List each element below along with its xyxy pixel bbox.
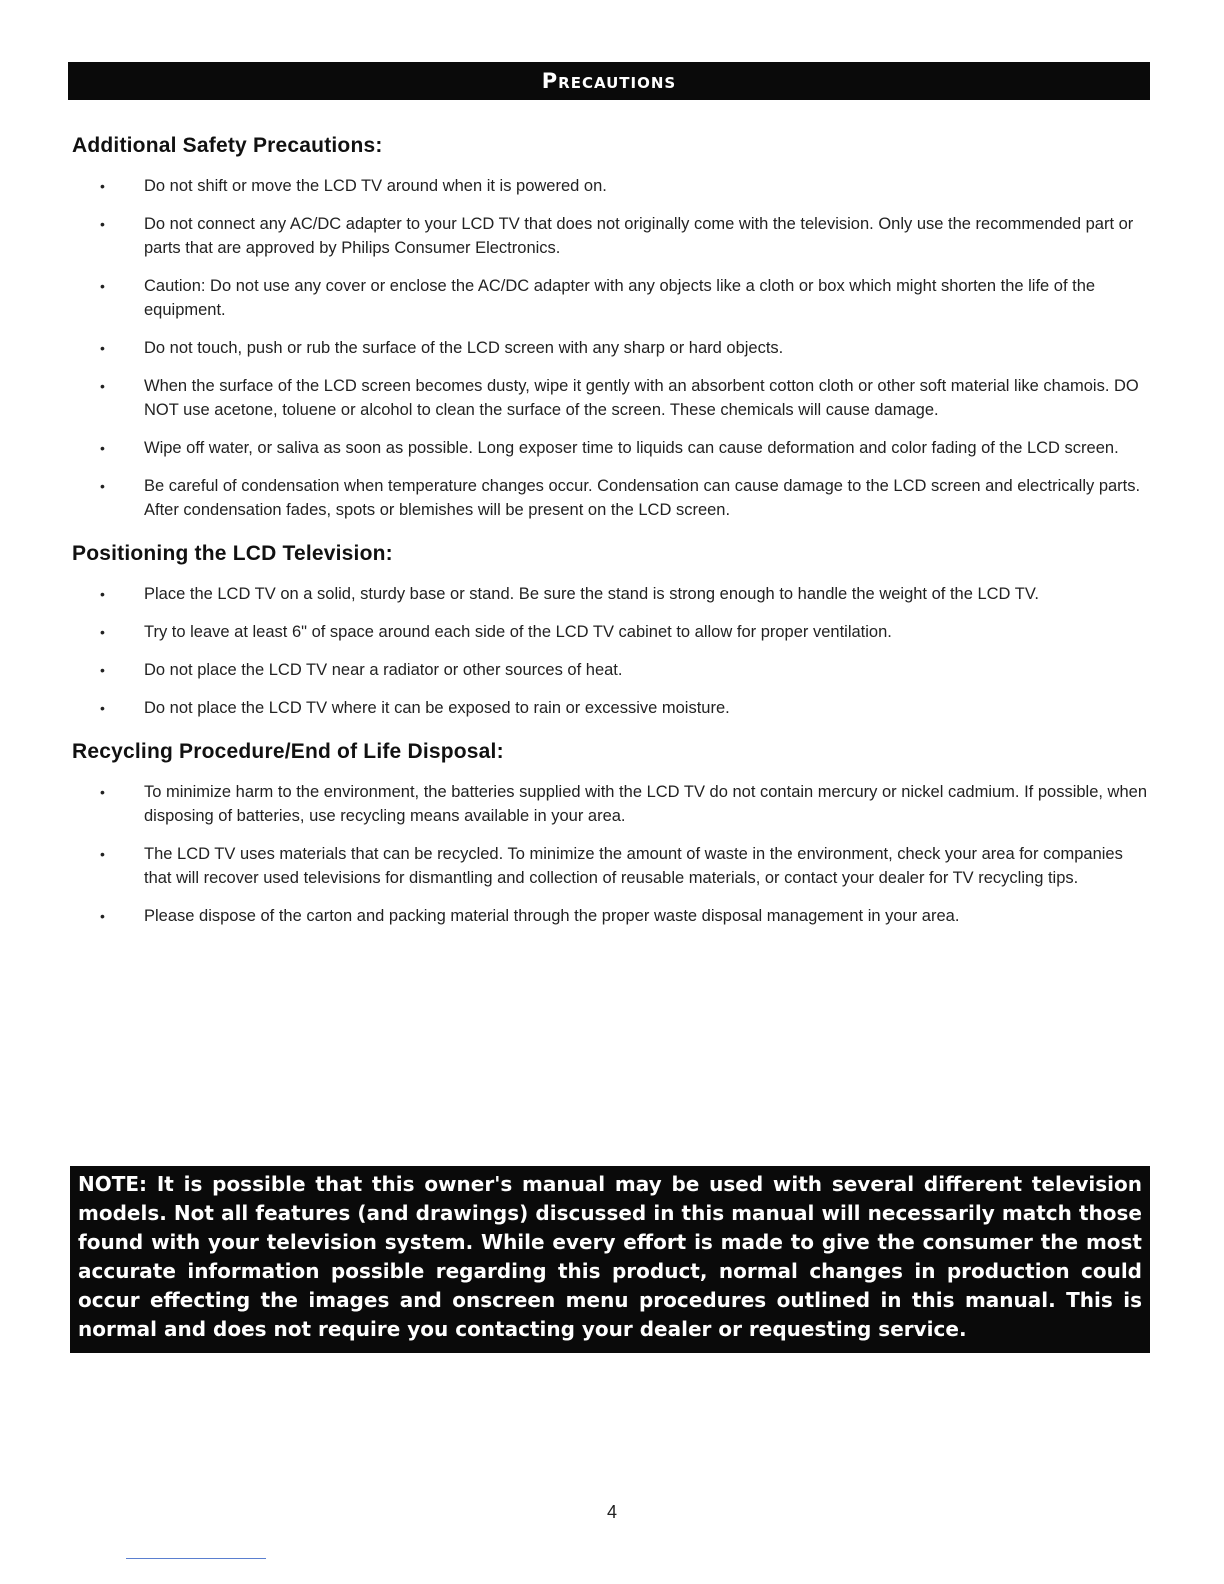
- list-item-text: Place the LCD TV on a solid, sturdy base or stand. Be sure the stand is strong enough to handle the weight of the LCD TV.: [144, 585, 1039, 603]
- bullet-icon: •: [100, 586, 105, 602]
- list-item: [72, 780, 1152, 828]
- list-item: [72, 274, 1152, 322]
- list-item: [72, 842, 1152, 890]
- bullet-icon: •: [100, 440, 105, 456]
- list-item: [72, 620, 1152, 644]
- list-item-text: Caution: Do not use any cover or enclose the AC/DC adapter with any objects like a cloth or box which might shorten the life of the equipment.: [144, 277, 1096, 319]
- page-header-banner: Precautions: [68, 62, 1150, 100]
- list-item-text: Try to leave at least 6" of space around each side of the LCD TV cabinet to allow for proper ventilation.: [144, 623, 892, 641]
- list-item-text: The LCD TV uses materials that can be recycled. To minimize the amount of waste in the environment, check your area for companies that will recover used televisions for dismantling and collection of reusable materials, or contact your dealer for TV recycling tips.: [144, 845, 1123, 887]
- safety-list: [72, 174, 1152, 522]
- bullet-icon: •: [100, 340, 105, 356]
- list-item-text: To minimize harm to the environment, the batteries supplied with the LCD TV do not contain mercury or nickel cadmium. If possible, when disposing of batteries, use recycling means available in your area.: [144, 783, 1147, 825]
- note-box: NOTE: It is possible that this owner's manual may be used with several different television models. Not all features (and drawings) discussed in this manual will necessarily match those found with your television system. While every effort is made to give the consumer the most accurate information possible regarding this product, normal changes in production could occur effecting the images and onscreen menu procedures outlined in this manual. This is normal and does not require you contacting your dealer or requesting service.: [70, 1166, 1150, 1353]
- bullet-icon: •: [100, 278, 105, 294]
- bullet-icon: •: [100, 846, 105, 862]
- main-content: [72, 134, 1152, 948]
- bullet-icon: •: [100, 178, 105, 194]
- list-item: [72, 374, 1152, 422]
- bullet-icon: •: [100, 624, 105, 640]
- bullet-icon: •: [100, 700, 105, 716]
- list-item: [72, 582, 1152, 606]
- list-item: [72, 336, 1152, 360]
- list-item: [72, 658, 1152, 682]
- list-item: [72, 174, 1152, 198]
- list-item-text: Be careful of condensation when temperature changes occur. Condensation can cause damage to the LCD screen and electrically parts. After condensation fades, spots or blemishes will be present on the LCD screen.: [144, 477, 1141, 519]
- list-item-text: Please dispose of the carton and packing material through the proper waste disposal management in your area.: [144, 907, 960, 925]
- footer-divider: [126, 1558, 266, 1559]
- bullet-icon: •: [100, 908, 105, 924]
- list-item: [72, 696, 1152, 720]
- list-item-text: Do not place the LCD TV near a radiator or other sources of heat.: [144, 661, 623, 679]
- list-item-text: When the surface of the LCD screen becomes dusty, wipe it gently with an absorbent cotton cloth or other soft material like chamois. DO NOT use acetone, toluene or alcohol to clean the surface of the screen. These chemicals will cause damage.: [144, 377, 1139, 419]
- section-title-recycling: Recycling Procedure/End of Life Disposal:: [72, 740, 504, 763]
- bullet-icon: •: [100, 216, 105, 232]
- list-item-text: Do not place the LCD TV where it can be exposed to rain or excessive moisture.: [144, 699, 730, 717]
- recycling-list: [72, 780, 1152, 928]
- list-item-text: Wipe off water, or saliva as soon as possible. Long exposer time to liquids can cause deformation and color fading of the LCD screen.: [144, 439, 1119, 457]
- bullet-icon: •: [100, 662, 105, 678]
- positioning-list: [72, 582, 1152, 720]
- list-item: [72, 904, 1152, 928]
- page-number: 4: [606, 1502, 617, 1522]
- list-item-text: Do not shift or move the LCD TV around when it is powered on.: [144, 177, 607, 195]
- section-title-safety: Additional Safety Precautions:: [72, 134, 383, 157]
- bullet-icon: •: [100, 478, 105, 494]
- list-item: [72, 474, 1152, 522]
- bullet-icon: •: [100, 784, 105, 800]
- list-item: [72, 212, 1152, 260]
- section-title-positioning: Positioning the LCD Television:: [72, 542, 393, 565]
- list-item: [72, 436, 1152, 460]
- bullet-icon: •: [100, 378, 105, 394]
- list-item-text: Do not connect any AC/DC adapter to your LCD TV that does not originally come with the television. Only use the recommended part or parts that are approved by Philips Consumer Electronics.: [144, 215, 1134, 257]
- list-item-text: Do not touch, push or rub the surface of the LCD screen with any sharp or hard objects.: [144, 339, 784, 357]
